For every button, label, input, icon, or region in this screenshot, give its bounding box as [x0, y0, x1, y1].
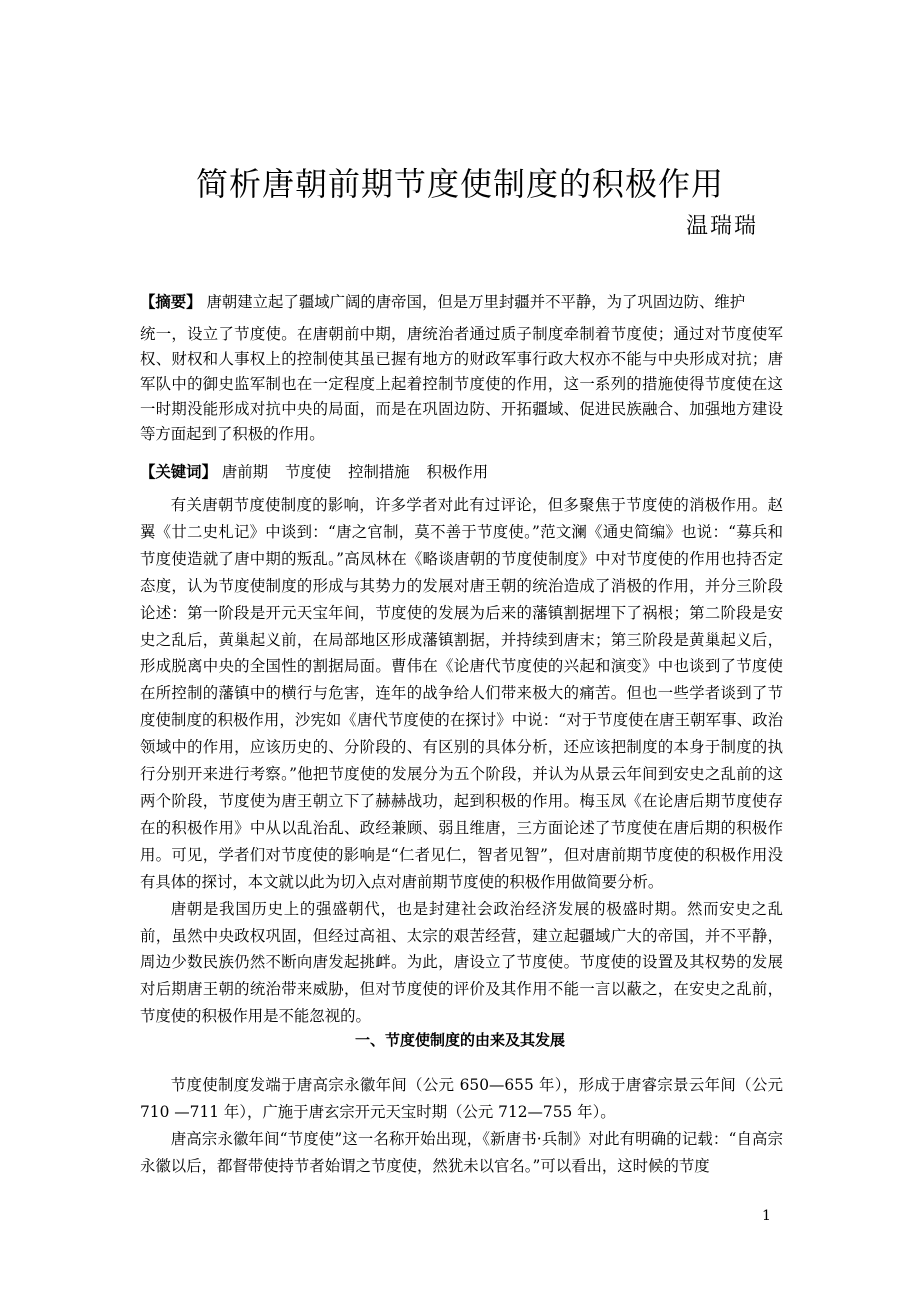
keyword: 积极作用	[426, 463, 489, 481]
keywords-label: 【关键词】	[140, 463, 217, 481]
abstract-block	[140, 286, 783, 447]
body-paragraph: 节度使制度发端于唐高宗永徽年间（公元 650—655 年），形成于唐睿宗景云年间（公元 710 —711 年），广施于唐玄宗开元天宝时期（公元 712—755 年）。	[140, 1076, 783, 1121]
page-number: 1	[762, 1208, 771, 1224]
body-paragraph: 有关唐朝节度使制度的影响，许多学者对此有过评论，但多聚焦于节度使的消极作用。赵翼《廿二史札记》中谈到：“唐之官制，莫不善于节度使。”范文澜《通史简编》也说：“募兵和节度使造就了唐中期的叛乱。”高凤林在《略谈唐朝的节度使制度》中对节度使的作用也持否定态度，认为节度使制度的形成与其势力的发展对唐王朝的统治造成了消极的作用，并分三阶段论述：第一阶段是开元天宝年间，节度使的发展为后来的藩镇割据埋下了祸根；第二阶段是安史之乱后，黄巢起义前，在局部地区形成藩镇割据，并持续到唐末；第三阶段是黄巢起义后，形成脱离中央的全国性的割据局面。曹伟在《论唐代节度使的兴起和演变》中也谈到了节度使在所控制的藩镇中的横行与危害，连年的战争给人们带来极大的痛苦。但也一些学者谈到了节度使制度的积极作用，沙宪如《唐代节度使的在探讨》中说：“对于节度使在唐王朝军事、政治领域中的作用，应该历史的、分阶段的、有区别的具体分析，还应该把制度的本身于制度的执行分别开来进行考察。”他把节度使的发展分为五个阶段，并认为从景云年间到安史之乱前的这两个阶段，节度使为唐王朝立下了赫赫战功，起到积极的作用。梅玉凤《在论唐后期节度使存在的积极作用》中从以乱治乱、政经兼顾、弱且维唐，三方面论述了节度使在唐后期的积极作用。可见，学者们对节度使的影响是“仁者见仁，智者见智”，但对唐前期节度使的积极作用没有具体的探讨，本文就以此为切入点对唐前期节度使的积极作用做简要分析。	[140, 496, 783, 891]
body-paragraph: 唐朝是我国历史上的强盛朝代，也是封建社会政治经济发展的极盛时期。然而安史之乱前，虽然中央政权巩固，但经过高祖、太宗的艰苦经营，建立起疆域广大的帝国，并不平静，周边少数民族仍然不断向唐发起挑衅。为此，唐设立了节度使。节度使的设置及其权势的发展对后期唐王朝的统治带来威胁，但对节度使的评价及其作用不能一言以蔽之，在安史之乱前，节度使的积极作用是不能忽视的。	[140, 899, 783, 1026]
keywords-block	[140, 459, 783, 485]
abstract-text: 统一，设立了节度使。在唐朝前中期，唐统治者通过质子制度牵制着节度使；通过对节度使军权、财权和人事权上的控制使其虽已握有地方的财政军事行政大权亦不能与中央形成对抗；唐军队中的御史监军制也在一定程度上起着控制节度使的作用，这一系列的措施使得节度使在这一时期没能形成对抗中央的局面，而是在巩固边防、开拓疆域、促进民族融合、加强地方建设等方面起到了积极的作用。	[140, 325, 783, 443]
keyword: 唐前期	[221, 463, 269, 481]
document-title: 简析唐朝前期节度使制度的积极作用	[195, 165, 724, 203]
body-paragraph: 唐高宗永徽年间“节度使”这一名称开始出现，《新唐书·兵制》对此有明确的记载：“自高宗永徽以后，都督带使持节者始谓之节度使，然犹未以官名。”可以看出，这时候的节度	[140, 1129, 783, 1175]
keyword: 节度使	[284, 463, 332, 481]
body-text	[140, 492, 783, 1030]
abstract-first-text: 唐朝建立起了疆域广阔的唐帝国，但是万里封疆并不平静，为了巩固边防、维护	[206, 293, 746, 311]
author-name: 温瑞瑞	[685, 214, 758, 239]
section-heading: 一、节度使制度的由来及其发展	[354, 1031, 565, 1049]
abstract-label: 【摘要】	[140, 293, 202, 311]
keyword: 控制措施	[348, 463, 410, 481]
section-body-text	[140, 1072, 783, 1180]
abstract-first-line	[140, 286, 783, 318]
